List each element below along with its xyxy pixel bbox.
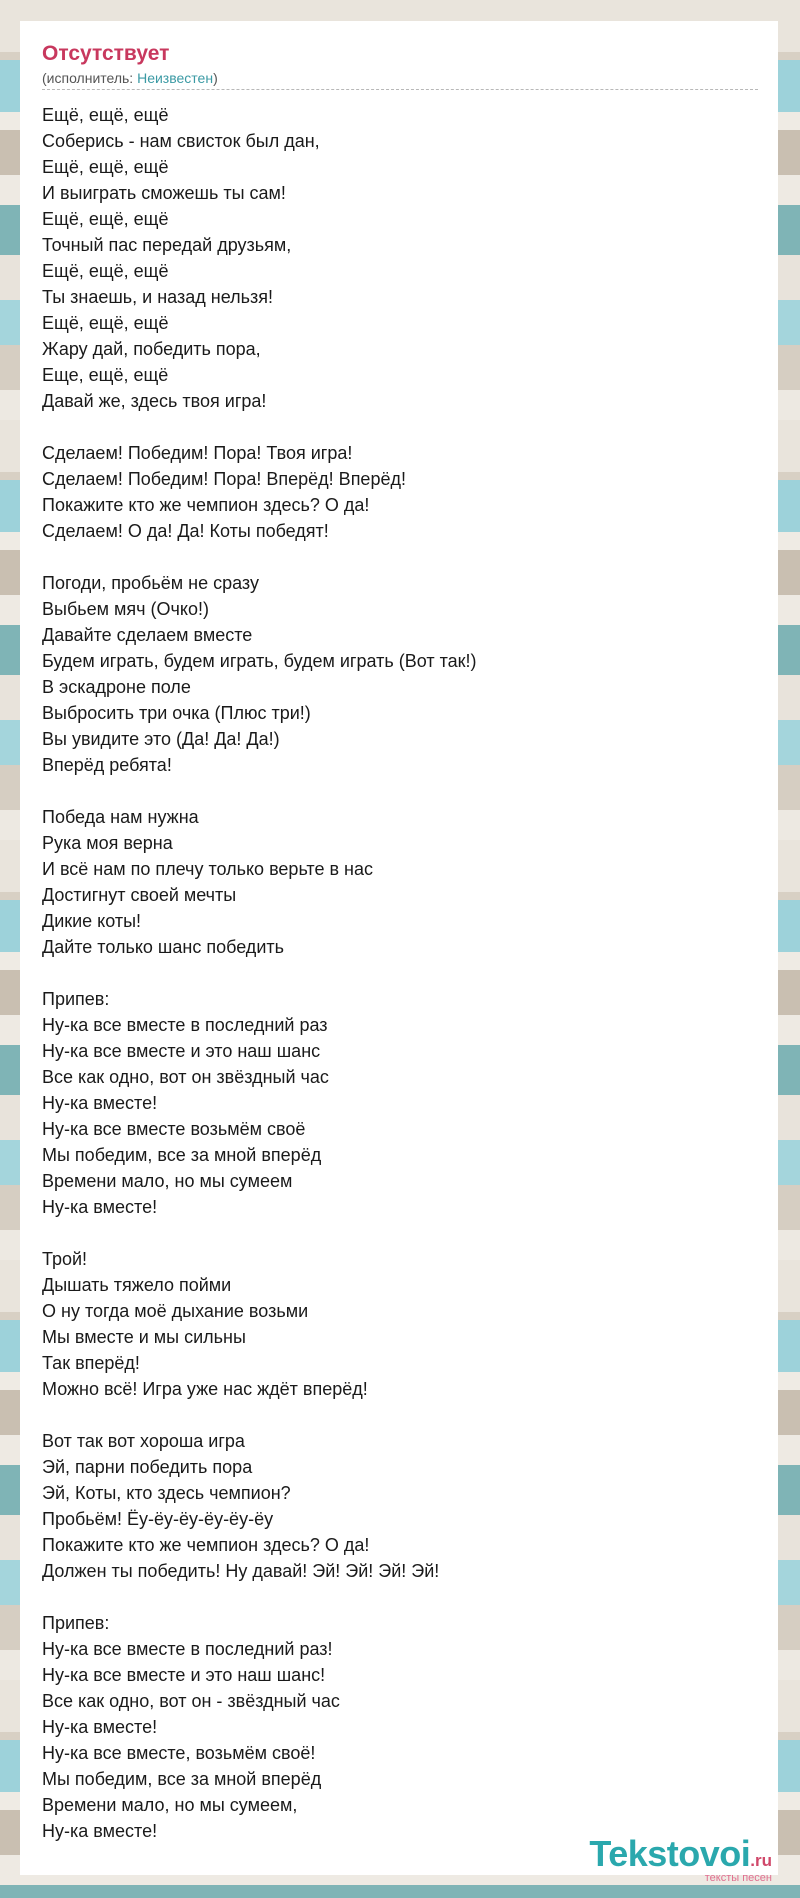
lyric-line: Сделаем! О да! Да! Коты победят!: [42, 521, 329, 541]
lyric-line: В эскадроне поле: [42, 677, 191, 697]
lyric-line: Ещё, ещё, ещё: [42, 105, 169, 125]
lyric-line: Сделаем! Победим! Пора! Твоя игра!: [42, 443, 353, 463]
logo-domain: .ru: [750, 1851, 772, 1870]
artist-line: [42, 69, 758, 87]
lyric-line: Вы увидите это (Да! Да! Да!): [42, 729, 280, 749]
lyric-line: Соберись - нам свисток был дан,: [42, 131, 320, 151]
stanza-gap: [42, 960, 758, 986]
lyric-line: Можно всё! Игра уже нас ждёт вперёд!: [42, 1379, 368, 1399]
lyric-line: Достигнут своей мечты: [42, 885, 237, 905]
lyric-line: Победа нам нужна: [42, 807, 199, 827]
lyric-line: Ты знаешь, и назад нельзя!: [42, 287, 273, 307]
artist-prefix: (исполнитель:: [42, 70, 138, 86]
lyric-line: Дышать тяжело пойми: [42, 1275, 232, 1295]
lyric-line: Так вперёд!: [42, 1353, 140, 1373]
lyric-line: Жару дай, победить пора,: [42, 339, 261, 359]
lyric-line: Ну-ка вместе!: [42, 1197, 158, 1217]
artist-link[interactable]: Неизвестен: [137, 70, 214, 86]
lyrics-card: [20, 21, 778, 1875]
lyric-line: Дикие коты!: [42, 911, 142, 931]
lyric-line: Вперёд ребята!: [42, 755, 172, 775]
lyric-line: Ещё, ещё, ещё: [42, 261, 169, 281]
lyric-line: Еще, ещё, ещё: [42, 365, 169, 385]
lyric-line: Ну-ка все вместе в последний раз!: [42, 1639, 333, 1659]
lyric-line: Выбросить три очка (Плюс три!): [42, 703, 311, 723]
lyric-line: Времени мало, но мы сумеем,: [42, 1795, 298, 1815]
lyrics-body: [42, 102, 758, 1844]
lyric-line: Все как одно, вот он - звёздный час: [42, 1691, 340, 1711]
logo-wordmark: Tekstovoi: [589, 1833, 751, 1874]
lyric-line: Погоди, пробьём не сразу: [42, 573, 259, 593]
lyric-line: Трой!: [42, 1249, 88, 1269]
lyric-line: Припев:: [42, 1613, 110, 1633]
lyric-line: Сделаем! Победим! Пора! Вперёд! Вперёд!: [42, 469, 406, 489]
lyric-line: Покажите кто же чемпион здесь? О да!: [42, 495, 370, 515]
lyric-line: Ну-ка вместе!: [42, 1093, 158, 1113]
artist-suffix: ): [213, 70, 218, 86]
lyric-line: Выбьем мяч (Очко!): [42, 599, 209, 619]
song-title: Отсутствует: [42, 42, 170, 65]
lyric-line: И выиграть сможешь ты сам!: [42, 183, 286, 203]
lyric-line: И всё нам по плечу только верьте в нас: [42, 859, 373, 879]
lyric-line: Дайте только шанс победить: [42, 937, 284, 957]
stanza-gap: [42, 414, 758, 440]
lyric-line: Рука моя верна: [42, 833, 173, 853]
lyric-line: Ну-ка все вместе и это наш шанс!: [42, 1665, 326, 1685]
site-logo[interactable]: [589, 1833, 772, 1884]
stanza-gap: [42, 1584, 758, 1610]
lyric-line: Давайте сделаем вместе: [42, 625, 253, 645]
lyric-line: Пробьём! Ёу-ёу-ёу-ёу-ёу-ёу: [42, 1509, 274, 1529]
lyric-line: Припев:: [42, 989, 110, 1009]
lyric-line: Эй, Коты, кто здесь чемпион?: [42, 1483, 291, 1503]
lyric-line: Мы победим, все за мной вперёд: [42, 1145, 322, 1165]
lyric-line: Мы победим, все за мной вперёд: [42, 1769, 322, 1789]
lyric-line: Точный пас передай друзьям,: [42, 235, 292, 255]
lyric-line: Ну-ка все вместе в последний раз: [42, 1015, 328, 1035]
stanza-gap: [42, 1220, 758, 1246]
lyric-line: Времени мало, но мы сумеем: [42, 1171, 293, 1191]
lyric-line: Ну-ка все вместе, возьмём своё!: [42, 1743, 316, 1763]
lyric-line: Давай же, здесь твоя игра!: [42, 391, 267, 411]
lyric-line: Все как одно, вот он звёздный час: [42, 1067, 329, 1087]
lyric-line: Ну-ка все вместе возьмём своё: [42, 1119, 306, 1139]
stanza-gap: [42, 1402, 758, 1428]
stanza-gap: [42, 778, 758, 804]
lyric-line: Вот так вот хороша игра: [42, 1431, 245, 1451]
lyric-line: Ещё, ещё, ещё: [42, 209, 169, 229]
logo-tagline: тексты песен: [704, 1872, 772, 1884]
lyric-line: Эй, парни победить пора: [42, 1457, 253, 1477]
lyric-line: Ну-ка вместе!: [42, 1821, 158, 1841]
lyric-line: Ещё, ещё, ещё: [42, 157, 169, 177]
lyric-line: Ну-ка вместе!: [42, 1717, 158, 1737]
lyric-line: Ну-ка все вместе и это наш шанс: [42, 1041, 321, 1061]
lyric-line: Будем играть, будем играть, будем играть (Вот так!): [42, 651, 477, 671]
lyric-line: О ну тогда моё дыхание возьми: [42, 1301, 309, 1321]
lyric-line: Должен ты победить! Ну давай! Эй! Эй! Эй! Эй!: [42, 1561, 440, 1581]
stanza-gap: [42, 544, 758, 570]
lyric-line: Покажите кто же чемпион здесь? О да!: [42, 1535, 370, 1555]
lyric-line: Ещё, ещё, ещё: [42, 313, 169, 333]
header-divider: [42, 89, 758, 90]
lyric-line: Мы вместе и мы сильны: [42, 1327, 246, 1347]
